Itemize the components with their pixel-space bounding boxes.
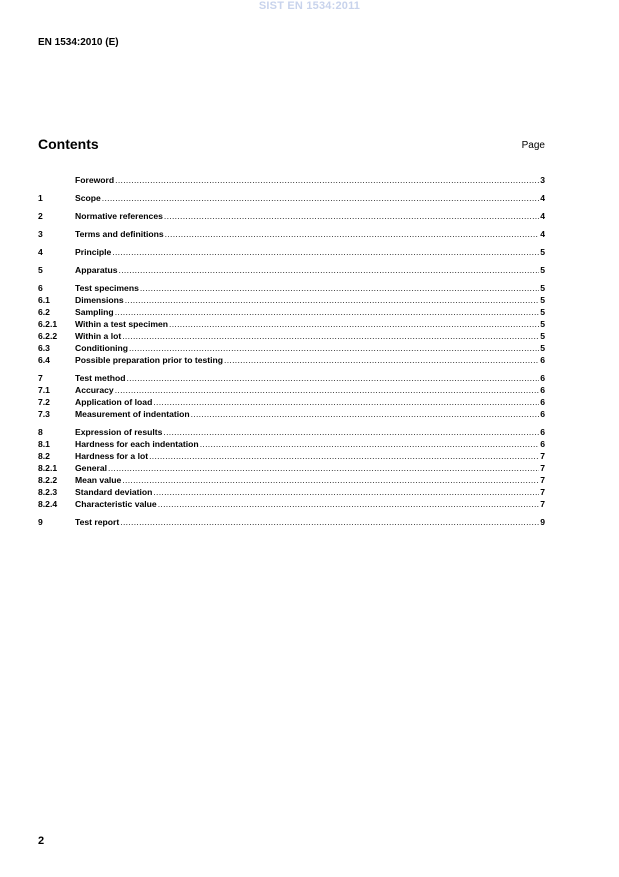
toc-page: 6 [540, 385, 545, 395]
dot-leader [122, 330, 539, 342]
toc-entry-8-2[interactable] [38, 450, 545, 462]
toc-entry-1[interactable] [38, 192, 545, 204]
toc-title: Dimensions [75, 295, 124, 305]
toc-page: 5 [540, 331, 545, 341]
toc-title: Expression of results [75, 427, 163, 437]
toc-number: 6.2.1 [38, 319, 58, 329]
toc-page: 6 [540, 355, 545, 365]
dot-leader [153, 396, 539, 408]
dot-leader [122, 474, 539, 486]
toc-entry-7-1[interactable] [38, 384, 545, 396]
toc-entry-3[interactable] [38, 228, 545, 240]
dot-leader [169, 318, 539, 330]
toc-number: 2 [38, 211, 43, 221]
toc-entry-8-2-1[interactable] [38, 462, 545, 474]
toc-title: Scope [75, 193, 101, 203]
toc-page: 3 [540, 175, 545, 185]
toc-page: 5 [540, 265, 545, 275]
toc-page: 5 [540, 319, 545, 329]
toc-number: 6.4 [38, 355, 50, 365]
dot-leader [112, 246, 539, 258]
toc-title: Sampling [75, 307, 114, 317]
toc-number: 8.2 [38, 451, 50, 461]
toc-title: Accuracy [75, 385, 114, 395]
toc-title: General [75, 463, 108, 473]
toc-page: 5 [540, 247, 545, 257]
toc-title: Apparatus [75, 265, 118, 275]
toc-title: Within a lot [75, 331, 122, 341]
toc-number: 8.1 [38, 439, 50, 449]
toc-entry-6[interactable] [38, 282, 545, 294]
toc-entry-6-3[interactable] [38, 342, 545, 354]
toc-page: 7 [540, 487, 545, 497]
dot-leader [120, 516, 539, 528]
dot-leader [108, 462, 539, 474]
toc-page: 7 [540, 475, 545, 485]
toc-number: 7.1 [38, 385, 50, 395]
toc-title: Within a test specimen [75, 319, 169, 329]
toc-title: Foreword [75, 175, 115, 185]
dot-leader [115, 306, 540, 318]
toc-page: 9 [540, 517, 545, 527]
toc-entry-7-2[interactable] [38, 396, 545, 408]
watermark: SIST EN 1534:2011 [258, 0, 361, 12]
toc-entry-8-2-3[interactable] [38, 486, 545, 498]
dot-leader [102, 192, 539, 204]
contents-title: Contents [38, 136, 99, 152]
dot-leader [115, 384, 540, 396]
toc-entry-8-2-4[interactable] [38, 498, 545, 510]
toc-page: 5 [540, 307, 545, 317]
toc-title: Conditioning [75, 343, 128, 353]
dot-leader [126, 372, 539, 384]
toc-number: 3 [38, 229, 43, 239]
toc-number: 6.2.2 [38, 331, 58, 341]
toc-page: 6 [540, 439, 545, 449]
dot-leader [163, 426, 539, 438]
toc-number: 6.2 [38, 307, 50, 317]
toc-entry-8-2-2[interactable] [38, 474, 545, 486]
toc-number: 4 [38, 247, 43, 257]
toc-number: 7 [38, 373, 43, 383]
toc-title: Test specimens [75, 283, 139, 293]
dot-leader [115, 174, 539, 186]
toc-entry-8[interactable] [38, 426, 545, 438]
toc-number: 9 [38, 517, 43, 527]
toc-entry-5[interactable] [38, 264, 545, 276]
toc-number: 8.2.2 [38, 475, 58, 485]
toc-entry-6-4[interactable] [38, 354, 545, 366]
document-id: EN 1534:2010 (E) [38, 37, 119, 48]
toc-entry-foreword[interactable] [38, 174, 545, 186]
toc-page: 5 [540, 283, 545, 293]
toc-entry-6-2-1[interactable] [38, 318, 545, 330]
toc-page: 6 [540, 373, 545, 383]
toc-title: Normative references [75, 211, 163, 221]
dot-leader [200, 438, 540, 450]
toc-title: Test report [75, 517, 120, 527]
toc-number: 6 [38, 283, 43, 293]
toc-title: Measurement of indentation [75, 409, 190, 419]
dot-leader [153, 486, 539, 498]
toc-title: Terms and definitions [75, 229, 164, 239]
dot-leader [140, 282, 539, 294]
toc-number: 8.2.4 [38, 499, 58, 509]
toc-page: 4 [540, 193, 545, 203]
toc-number: 5 [38, 265, 43, 275]
toc-page: 6 [540, 397, 545, 407]
toc-title: Hardness for a lot [75, 451, 149, 461]
page-number: 2 [38, 835, 45, 847]
toc-number: 8.2.3 [38, 487, 58, 497]
dot-leader [191, 408, 540, 420]
dot-leader [224, 354, 539, 366]
toc-page: 4 [540, 229, 545, 239]
toc-entry-6-2[interactable] [38, 306, 545, 318]
toc-title: Principle [75, 247, 112, 257]
toc-page: 7 [540, 451, 545, 461]
toc-title: Mean value [75, 475, 122, 485]
toc-number: 7.2 [38, 397, 50, 407]
toc-page: 6 [540, 409, 545, 419]
toc-entry-6-1[interactable] [38, 294, 545, 306]
toc-page: 5 [540, 295, 545, 305]
toc-number: 1 [38, 193, 43, 203]
toc-number: 8 [38, 427, 43, 437]
toc-entry-2[interactable] [38, 210, 545, 222]
toc-number: 8.2.1 [38, 463, 58, 473]
toc-page: 4 [540, 211, 545, 221]
toc-title: Possible preparation prior to testing [75, 355, 224, 365]
toc-title: Characteristic value [75, 499, 157, 509]
toc-page: 7 [540, 499, 545, 509]
toc-number: 7.3 [38, 409, 50, 419]
dot-leader [149, 450, 539, 462]
toc-page: 7 [540, 463, 545, 473]
dot-leader [164, 210, 539, 222]
toc-title: Application of load [75, 397, 153, 407]
dot-leader [119, 264, 540, 276]
toc-page: 6 [540, 427, 545, 437]
dot-leader [125, 294, 540, 306]
dot-leader [165, 228, 540, 240]
dot-leader [129, 342, 539, 354]
toc-entry-6-2-2[interactable] [38, 330, 545, 342]
toc-title: Test method [75, 373, 126, 383]
toc-entry-9[interactable] [38, 516, 545, 528]
dot-leader [158, 498, 540, 510]
toc-entry-7[interactable] [38, 372, 545, 384]
page-column-heading: Page [521, 140, 545, 151]
toc-title: Standard deviation [75, 487, 153, 497]
table-of-contents [38, 174, 545, 528]
toc-number: 6.3 [38, 343, 50, 353]
toc-entry-4[interactable] [38, 246, 545, 258]
toc-entry-8-1[interactable] [38, 438, 545, 450]
toc-title: Hardness for each indentation [75, 439, 199, 449]
toc-number: 6.1 [38, 295, 50, 305]
toc-entry-7-3[interactable] [38, 408, 545, 420]
toc-page: 5 [540, 343, 545, 353]
